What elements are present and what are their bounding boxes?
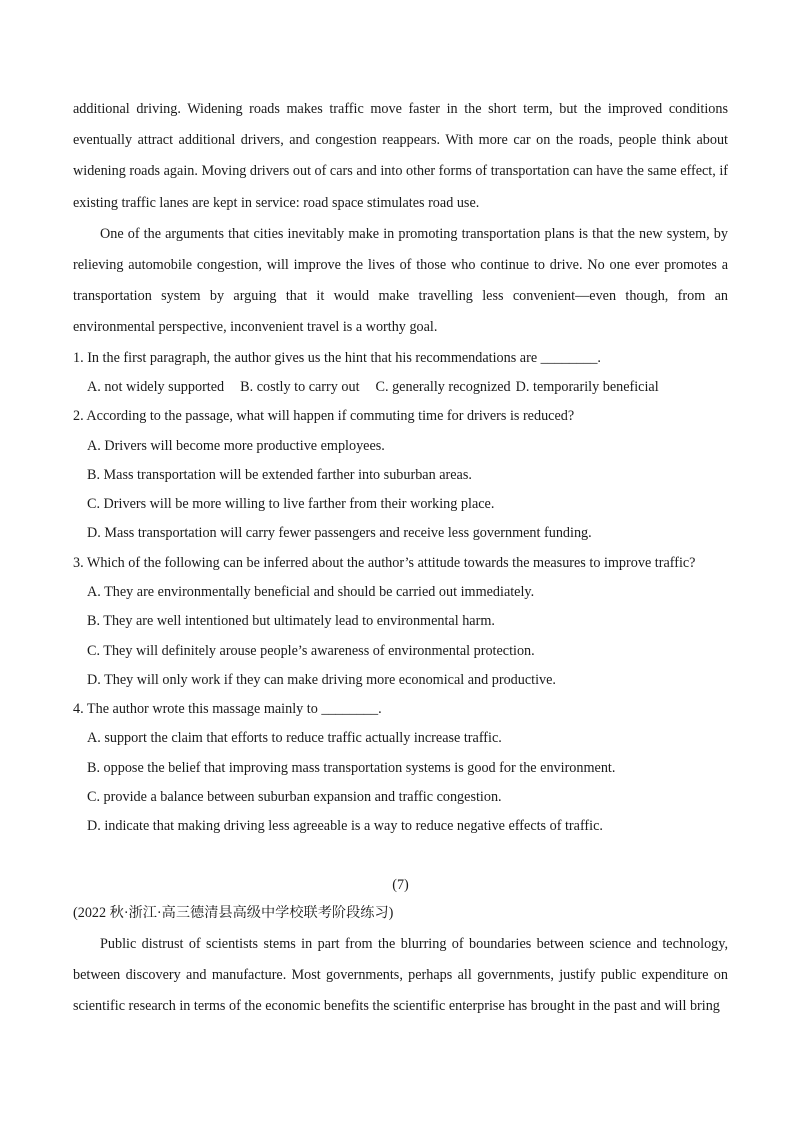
- answer-option: B. They are well intentioned but ultimately lead to environmental harm.: [87, 613, 495, 630]
- answer-option: C. Drivers will be more willing to live farther from their working place.: [87, 496, 495, 513]
- answer-option: D. Mass transportation will carry fewer passengers and receive less government funding.: [87, 525, 592, 542]
- answer-option: A. Drivers will become more productive employees.: [87, 437, 385, 454]
- section-source: (2022 秋·浙江·高三德清县高级中学校联考阶段练习): [73, 904, 394, 921]
- question-stem: 2. According to the passage, what will happen if commuting time for drivers is reduced?: [73, 408, 575, 425]
- answer-option: C. provide a balance between suburban expansion and traffic congestion.: [87, 789, 502, 806]
- question-2: [73, 402, 728, 548]
- answer-option: C. generally recognized: [375, 378, 511, 395]
- answer-option: D. indicate that making driving less agreeable is a way to reduce negative effects of traffic.: [87, 818, 603, 835]
- answer-option: D. They will only work if they can make driving more economical and productive.: [87, 671, 556, 688]
- question-stem: 1. In the first paragraph, the author gives us the hint that his recommendations are ________.: [73, 349, 601, 366]
- answer-option: A. not widely supported: [87, 378, 225, 395]
- answer-option: B. Mass transportation will be extended farther into suburban areas.: [87, 466, 472, 483]
- answer-option: D. temporarily beneficial: [515, 378, 659, 395]
- passage-paragraph: Public distrust of scientists stems in part from the blurring of boundaries between science and technology, between discovery and manufacture. Most governments, perhaps all governments, justify public expenditure on scientific research in terms of the economic benefits the scientific enterprise has brought in the past and will bring: [73, 935, 728, 1015]
- question-stem: 3. Which of the following can be inferred about the author’s attitude towards the measures to improve traffic?: [73, 554, 696, 571]
- answer-option: A. support the claim that efforts to reduce traffic actually increase traffic.: [87, 730, 502, 747]
- answer-option: B. oppose the belief that improving mass transportation systems is good for the environment.: [87, 759, 616, 776]
- answer-option: A. They are environmentally beneficial and should be carried out immediately.: [87, 584, 535, 600]
- answer-option: C. They will definitely arouse people’s awareness of environmental protection.: [87, 642, 535, 659]
- section-number: (7): [392, 876, 409, 893]
- question-1: [73, 344, 728, 403]
- question-4: [73, 695, 728, 841]
- answer-option: B. costly to carry out: [240, 378, 360, 395]
- answer-options-row: [73, 373, 728, 402]
- passage-paragraph: One of the arguments that cities inevitably make in promoting transportation plans is that the new system, by relieving automobile congestion, will improve the lives of those who continue to drive. No one ever promotes a transportation system by arguing that it would make travelling less convenient—even though, from an environmental perspective, inconvenient travel is a worthy goal.: [73, 225, 728, 336]
- question-3: [73, 549, 728, 695]
- question-stem: 4. The author wrote this massage mainly to ________.: [73, 701, 382, 718]
- passage-paragraph: additional driving. Widening roads makes traffic move faster in the short term, but the improved conditions eventually attract additional drivers, and congestion reappears. With more car on the roads, people think about widening roads again. Moving drivers out of cars and into other forms of transportation can have the same effect, if existing traffic lanes are kept in service: road space stimulates road use.: [73, 101, 728, 211]
- document-content: [73, 94, 728, 1022]
